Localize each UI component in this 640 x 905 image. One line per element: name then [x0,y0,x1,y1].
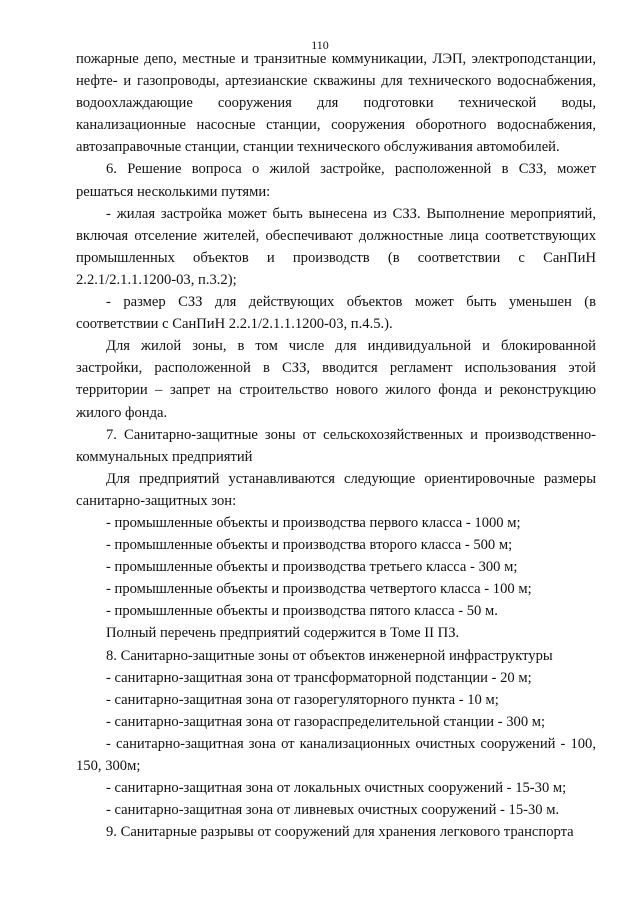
paragraph: 6. Решение вопроса о жилой застройке, расположенной в СЗЗ, может решаться несколькими путями: [76,161,596,200]
paragraph: - промышленные объекты и производства четвертого класса - 100 м; [106,581,532,598]
document-body [76,48,596,843]
paragraph: - санитарно-защитная зона от канализационных очистных сооружений - 100, 150, 300м; [76,735,596,774]
paragraph: - санитарно-защитная зона от газораспределительной станции - 300 м; [106,713,546,730]
paragraph: Для предприятий устанавливаются следующие ориентировочные размеры санитарно-защитных зон: [76,470,596,509]
paragraph: 7. Санитарно-защитные зоны от сельскохозяйственных и производственно-коммунальных предприятий [76,426,596,465]
page-number: 110 [311,38,329,52]
paragraph: - жилая застройка может быть вынесена из СЗЗ. Выполнение мероприятий, включая отселение жителей, обеспечивают должностные лица соответствующих промышленных объектов и производств (в соответствии с СанПиН 2.2.1/2.1.1.1200-03, п.3.2); [76,205,596,288]
paragraph: Для жилой зоны, в том числе для индивидуальной и блокированной застройки, расположенной в СЗЗ, вводится регламент использования этой территории – запрет на строительство нового жилого фонда и реконструкцию жилого фонда. [76,338,596,421]
paragraph: - санитарно-защитная зона от ливневых очистных сооружений - 15-30 м. [106,802,560,819]
paragraph: 9. Санитарные разрывы от сооружений для хранения легкового транспорта [106,824,574,841]
paragraph: - размер СЗЗ для действующих объектов может быть уменьшен (в соответствии с СанПиН 2.2.1/2.1.1.1200-03, п.4.5.). [76,294,596,333]
paragraph: Полный перечень предприятий содержится в Томе II ПЗ. [106,625,460,642]
paragraph: - санитарно-защитная зона от газорегуляторного пункта - 10 м; [106,691,499,708]
paragraph: - промышленные объекты и производства третьего класса - 300 м; [106,559,518,576]
paragraph: - санитарно-защитная зона от локальных очистных сооружений - 15-30 м; [106,780,567,797]
paragraph: - промышленные объекты и производства первого класса - 1000 м; [106,514,521,531]
paragraph: - промышленные объекты и производства пятого класса - 50 м. [106,603,498,620]
paragraph: - санитарно-защитная зона от трансформаторной подстанции - 20 м; [106,669,532,686]
paragraph: - промышленные объекты и производства второго класса - 500 м; [106,537,513,554]
paragraph: 8. Санитарно-защитные зоны от объектов инженерной инфраструктуры [106,647,553,664]
paragraph: пожарные депо, местные и транзитные коммуникации, ЛЭП, электроподстанции, нефте- и газопроводы, артезианские скважины для технического водоснабжения, водоохлаждающие сооружения для подготовки технической воды, канализационные насосные станции, сооружения оборотного водоснабжения, автозаправочные станции, станции технического обслуживания автомобилей. [76,51,596,156]
